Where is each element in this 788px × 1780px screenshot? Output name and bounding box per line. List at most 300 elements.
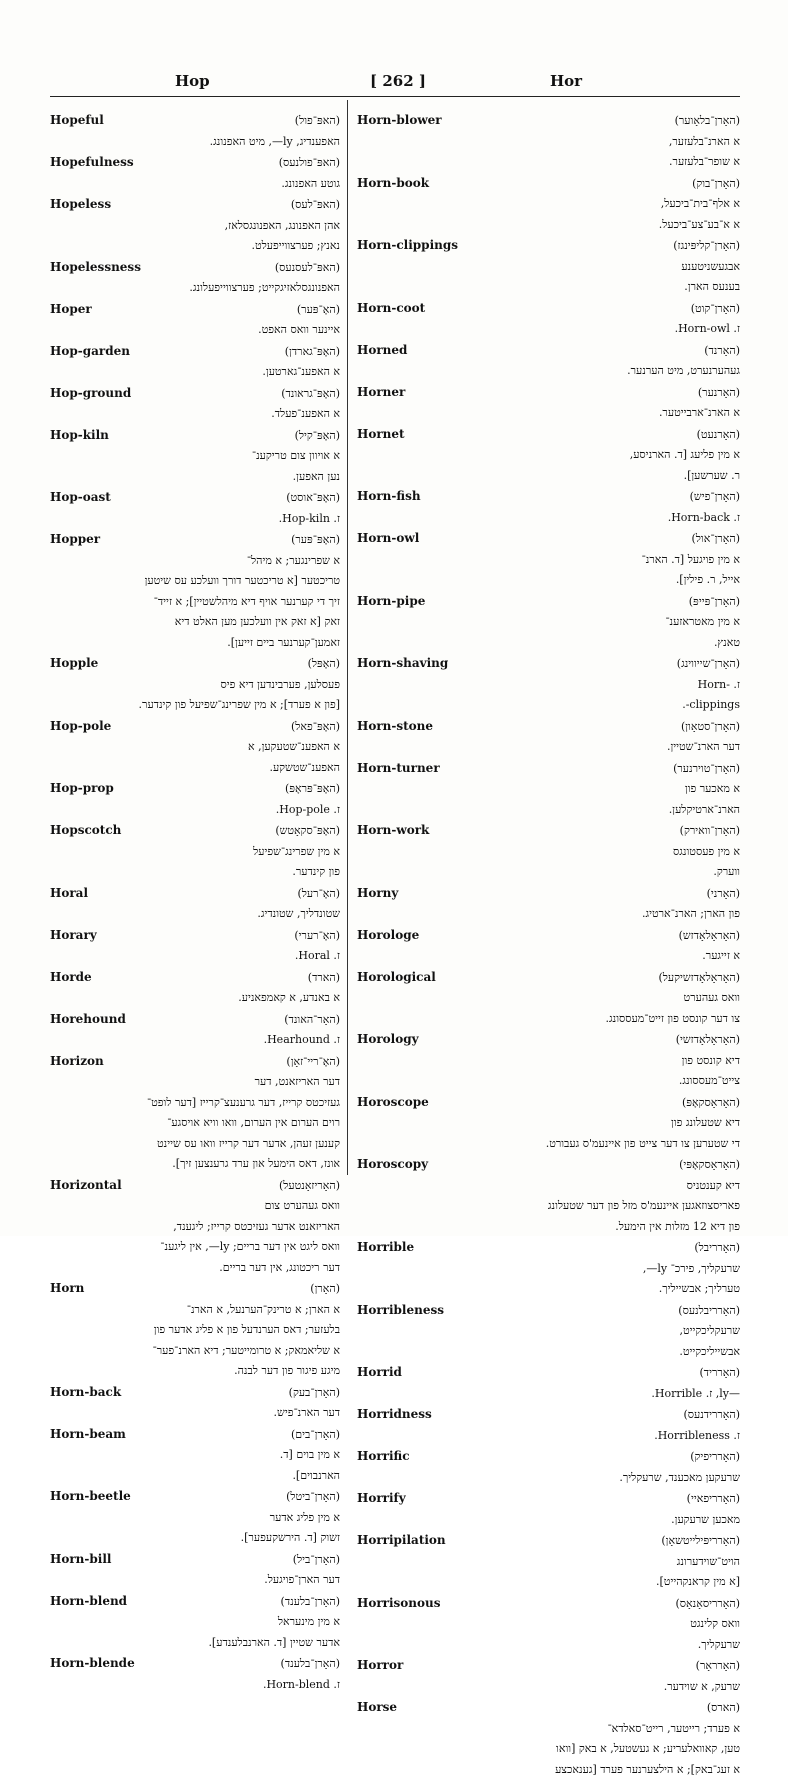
dictionary-entry (50, 529, 340, 653)
entry-head (50, 110, 340, 132)
definition-line: א מאכער פון (357, 779, 740, 800)
headword: Horripilation (357, 1530, 446, 1551)
entry-head (357, 1237, 740, 1259)
entry-head (50, 967, 340, 989)
dictionary-entry (357, 1362, 740, 1404)
pronunciation: (האָרריד) (700, 1363, 741, 1384)
entry-head (357, 1697, 740, 1719)
entry-head (50, 1653, 340, 1675)
headword: Hopple (50, 653, 98, 674)
definition-line: טען, קאוואלעריע; א געשטעל, א באק [וואו (357, 1739, 740, 1760)
dictionary-entry (357, 1404, 740, 1446)
headword: Hop-oast (50, 487, 111, 508)
headword: Horary (50, 925, 97, 946)
headword: Horrid (357, 1362, 402, 1383)
dictionary-entry (50, 152, 340, 194)
headword: Horn-work (357, 820, 429, 841)
definition-line: שרעקליך, פירכ־ ly—, (357, 1259, 740, 1280)
entry-head (357, 1362, 740, 1384)
entry-head (357, 1092, 740, 1114)
definition-line: ר. שערשען]. (357, 466, 740, 487)
definition-line: א פערד; רייטער, רייט־סאלדא־ (357, 1719, 740, 1740)
headword: Horehound (50, 1009, 126, 1030)
headword: Horny (357, 883, 398, 904)
definition-line: .Horrible .ז ,ly— (357, 1384, 740, 1405)
definition-line: וואס קלינגט (357, 1614, 740, 1635)
entry-head (357, 486, 740, 508)
entry-head (357, 925, 740, 947)
pronunciation: (האפּ־פול) (295, 111, 340, 132)
pronunciation: (האָפּ־פּער) (291, 530, 340, 551)
pronunciation: (האָרראָר) (696, 1656, 740, 1677)
entry-head (50, 1549, 340, 1571)
entry-head (357, 382, 740, 404)
headword: Horde (50, 967, 92, 988)
entry-head (50, 152, 340, 174)
definition-line: דער הארנ־פיש. (50, 1403, 340, 1424)
definition-line: .Horn-back .ז (357, 508, 740, 529)
headword: Horn-shaving (357, 653, 448, 674)
entry-head (357, 653, 740, 675)
entry-head (50, 1424, 340, 1446)
definition-line: .Horn-owl .ז (357, 319, 740, 340)
entry-head (357, 1530, 740, 1552)
entry-head (50, 778, 340, 800)
headword: Horizontal (50, 1175, 122, 1196)
definition-line: דער ריכטונג, אין דער בריים. (50, 1258, 340, 1279)
entry-head (50, 716, 340, 738)
dictionary-entry (357, 1593, 740, 1656)
definition-line: א מין פעסטונגס (357, 842, 740, 863)
definition-line: פון הארן; הארנ־ארטיג. (357, 904, 740, 925)
headword: Horn-blend (50, 1591, 127, 1612)
dictionary-entry (357, 340, 740, 382)
headword: Horn-coot (357, 298, 425, 319)
definition-line: שרעקליכקייט, (357, 1321, 740, 1342)
definition-line: [א מין קראנקהייט]. (357, 1572, 740, 1593)
headword: Horned (357, 340, 407, 361)
definition-line: נען האפען. (50, 467, 340, 488)
headword: Horn-beetle (50, 1486, 131, 1507)
definition-line: דער הארנ־שטיין. (357, 737, 740, 758)
headword: Hopefulness (50, 152, 134, 173)
definition-line: א שליאמאק; א טרומייטער; דיא הארנ־פער־ (50, 1341, 340, 1362)
definition-line: אהן האפנונג, האפנונגסלאז, (50, 216, 340, 237)
dictionary-entry (357, 1237, 740, 1300)
headword: Horology (357, 1029, 419, 1050)
pronunciation: (האָרן־קליפּינגז) (673, 236, 740, 257)
dictionary-entry (357, 173, 740, 236)
headword: Horologe (357, 925, 419, 946)
dictionary-entry (357, 235, 740, 298)
dictionary-entry (50, 967, 340, 1009)
definition-line: וואס געהערט צום (50, 1196, 340, 1217)
entry-head (50, 1382, 340, 1404)
dictionary-entry (357, 1029, 740, 1092)
entry-head (50, 1175, 340, 1197)
definition-line: .Horn-blend .ז (50, 1675, 340, 1696)
definition-line: פון דיא 12 מזלות אין הימעל. (357, 1217, 740, 1238)
definition-line: א אלף־בית־ביכעל, (357, 194, 740, 215)
dictionary-entry (50, 1653, 340, 1695)
pronunciation: (האָרריפּילייטשאָן) (661, 1531, 740, 1552)
pronunciation: (האפּ־פולנעס) (279, 153, 340, 174)
headword: Horoscopy (357, 1154, 428, 1175)
definition-line: וואס ליגט אין דער בריים; ly—, אין ליגענ־ (50, 1237, 340, 1258)
headword: Hopeless (50, 194, 111, 215)
dictionary-entry (50, 257, 340, 299)
definition-line: א האפענ־שטעקען, א (50, 737, 340, 758)
headword: Hop-kiln (50, 425, 109, 446)
pronunciation: (האָראָסקאָפּי) (679, 1155, 740, 1176)
pronunciation: (האָפּ־אוסט) (286, 488, 340, 509)
pronunciation: (האָרן־קוט) (691, 299, 740, 320)
headword: Horn-back (50, 1382, 121, 1403)
definition-line: א מין מאטראזענ־ (357, 612, 740, 633)
definition-line: אייל, ר. פילין]. (357, 570, 740, 591)
pronunciation: (האָרן־וואירק) (680, 821, 740, 842)
dictionary-entry (357, 1530, 740, 1593)
entry-head (357, 173, 740, 195)
headword: Horn (50, 1278, 84, 1299)
pronunciation: (האָרריבל) (694, 1238, 740, 1259)
entry-head (50, 425, 340, 447)
pronunciation: (האָרן־בלענד) (281, 1592, 340, 1613)
pronunciation: (האפּ־לעס) (291, 195, 340, 216)
headword: Hopeful (50, 110, 104, 131)
headword: Horizon (50, 1051, 104, 1072)
pronunciation: (האָרריפאיי) (687, 1489, 740, 1510)
headword: Horner (357, 382, 405, 403)
entry-head (50, 1278, 340, 1300)
dictionary-entry (357, 967, 740, 1030)
headword: Horridness (357, 1404, 432, 1425)
entry-head (50, 341, 340, 363)
dictionary-entry (50, 110, 340, 152)
dictionary-entry (50, 778, 340, 820)
entry-head (50, 820, 340, 842)
definition-line: אדער שטיין [ד. הארנבלענדע]. (50, 1633, 340, 1654)
definition-line: הויט־שוידערונג (357, 1552, 740, 1573)
definition-line: צייט־מעססונג. (357, 1071, 740, 1092)
pronunciation: (האָרנעט) (697, 425, 740, 446)
pronunciation: (האָראָלאָדזשיקעל) (658, 968, 740, 989)
headword: Horrify (357, 1488, 406, 1509)
definition-line: .Hop-pole .ז (50, 800, 340, 821)
definition-line: דיא שטעלונג פון (357, 1113, 740, 1134)
dictionary-entry (50, 820, 340, 883)
pronunciation: (האָרן־בוק) (692, 174, 740, 195)
headword: Horrific (357, 1446, 410, 1467)
definition-line: געהערנערט, מיט הערנער. (357, 361, 740, 382)
definition-line: שטונדליך, שטונדיג. (50, 904, 340, 925)
pronunciation: (האָפּ־גארדן) (285, 342, 340, 363)
definition-line: האפענדיג, ly—, מיט האפנונג. (50, 132, 340, 153)
headword: Horn-bill (50, 1549, 111, 1570)
pronunciation: (האָרן־אול) (692, 529, 741, 550)
headword: Hoper (50, 299, 92, 320)
entry-head (357, 883, 740, 905)
entry-head (357, 235, 740, 257)
dictionary-entry (50, 1175, 340, 1279)
definition-line: טאנץ. (357, 633, 740, 654)
definition-line: האריזאנט אדער געזיכטס קרייז; ליגענד, (50, 1217, 340, 1238)
entry-head (50, 1051, 340, 1073)
definition-line: וואס געהערט (357, 988, 740, 1009)
entry-head (357, 820, 740, 842)
definition-line: [פון א פערד]; א מין שפרינג־שפיעל פון קינדער. (50, 695, 340, 716)
entry-head (357, 1593, 740, 1615)
entry-head (357, 591, 740, 613)
entry-head (50, 1009, 340, 1031)
definition-line: א זייגער. (357, 946, 740, 967)
dictionary-entry (357, 758, 740, 821)
dictionary-entry (50, 883, 340, 925)
definition-line: אונז, דאס הימעל און ערד גרענצען זיך]. (50, 1154, 340, 1175)
definition-line: שרעקליך. (357, 1635, 740, 1656)
definition-line: א מין פויגעל [ד. הארנ־ (357, 550, 740, 571)
dictionary-entry (50, 1382, 340, 1424)
definition-line: איינער וואס האפט. (50, 320, 340, 341)
dictionary-entry (50, 487, 340, 529)
entry-head (357, 424, 740, 446)
definition-line: זאק [א זאק אין וועלכען מען האלט דיא (50, 612, 340, 633)
pronunciation: (האָרנד) (704, 341, 740, 362)
dictionary-entry (50, 194, 340, 257)
headword: Horn-pipe (357, 591, 425, 612)
page-number: [ 262 ] (370, 72, 426, 90)
pronunciation: (האָרן־שייווינג) (677, 654, 740, 675)
entry-head (50, 383, 340, 405)
headword: Horse (357, 1697, 397, 1718)
dictionary-entry (50, 341, 340, 383)
pronunciation: (האָרריפיק) (690, 1447, 740, 1468)
headword: Horror (357, 1655, 403, 1676)
pronunciation: (האָרן־פּייפּ) (689, 592, 740, 613)
definition-line: א אויוון צום טריקענ־ (50, 446, 340, 467)
definition-line: געזיכטס קרייז, דער גרענעצ־קרייז [דער לופט־ (50, 1093, 340, 1114)
definition-line: א שפרינגער; א מיהל־ (50, 551, 340, 572)
definition-line: צו דער קונסט פון זייט־מעססונג. (357, 1009, 740, 1030)
definition-line: בענעס הארן. (357, 277, 740, 298)
definition-line: פעסלען, פערבינדען דיא פיס (50, 675, 340, 696)
definition-line: די שטערען צו דער צייט פון איינעמ'ס געבורט. (357, 1134, 740, 1155)
headword: Hop-ground (50, 383, 131, 404)
pronunciation: (האָרן־בלענד) (281, 1654, 340, 1675)
definition-line: א מין בוים [ד. (50, 1445, 340, 1466)
dictionary-entry (50, 653, 340, 716)
dictionary-entry (357, 1154, 740, 1237)
definition-line: נאנץ; פערצווייפעלט. (50, 236, 340, 257)
headword: Hopelessness (50, 257, 141, 278)
entry-head (357, 1488, 740, 1510)
dictionary-entry (50, 1278, 340, 1382)
dictionary-entry (50, 1549, 340, 1591)
headword: Hop-pole (50, 716, 111, 737)
definition-line: זיך די קערנער אויף דיא מיהלשטיין]; א זייד־ (50, 592, 340, 613)
column-divider (347, 100, 348, 1175)
left-column (50, 110, 340, 1175)
dictionary-entry (357, 424, 740, 487)
headword: Hop-garden (50, 341, 130, 362)
entry-head (50, 299, 340, 321)
pronunciation: (האָרן־בים) (291, 1425, 340, 1446)
dictionary-entry (357, 1488, 740, 1530)
pronunciation: (האָר־האונד) (284, 1010, 340, 1031)
entry-head (357, 1154, 740, 1176)
definition-line: דיא קונסט פון (357, 1051, 740, 1072)
pronunciation: (האָפּ־פאל) (291, 717, 340, 738)
definition-line: א האפענ־פעלד. (50, 404, 340, 425)
definition-line: ווערק. (357, 862, 740, 883)
definition-line: .Horal .ז (50, 946, 340, 967)
pronunciation: (האָפּ־גראונד) (281, 384, 340, 405)
pronunciation: (האָ־ריי־זאָן) (286, 1052, 340, 1073)
dictionary-entry (357, 925, 740, 967)
pronunciation: (האָרן־ביל) (293, 1550, 340, 1571)
pronunciation: (האפּ־לעסנעס) (275, 258, 340, 279)
definition-line: שרעק, א שוידער. (357, 1677, 740, 1698)
entry-head (357, 1029, 740, 1051)
entry-head (50, 883, 340, 905)
dictionary-entry (50, 1486, 340, 1549)
pronunciation: (האָרן־סטאָון) (681, 717, 740, 738)
pronunciation: (האָ־רעל) (298, 884, 341, 905)
pronunciation: (האָרן־פיש) (690, 487, 740, 508)
entry-head (357, 298, 740, 320)
definition-line: מיגע פיגור פון דער לבנה. (50, 1361, 340, 1382)
definition-line: א הארנ־ארבייטער. (357, 403, 740, 424)
entry-head (357, 1446, 740, 1468)
headword: Horribleness (357, 1300, 444, 1321)
entry-head (357, 340, 740, 362)
pronunciation: (האָרן) (310, 1279, 340, 1300)
dictionary-entry (357, 528, 740, 591)
definition-line: הארנבוים]. (50, 1466, 340, 1487)
definition-line: א הארנ־בלעזער, (357, 132, 740, 153)
dictionary-entry (357, 883, 740, 925)
pronunciation: (האָ־פּער) (297, 300, 340, 321)
headword: Hopper (50, 529, 100, 550)
definition-line: שרעקען מאכענד, שרעקליך. (357, 1468, 740, 1489)
dictionary-entry (50, 1591, 340, 1654)
dictionary-entry (357, 1300, 740, 1363)
definition-line: פאריסצוזאגען איינעמ'ס מזל פון דער שטעלונג (357, 1196, 740, 1217)
dictionary-entry (357, 1655, 740, 1697)
definition-line: דיא קענטניס (357, 1176, 740, 1197)
definition-line: א שופר־בלעזער. (357, 152, 740, 173)
dictionary-entry (50, 383, 340, 425)
dictionary-entry (357, 591, 740, 654)
dictionary-entry (357, 486, 740, 528)
definition-line: האפענ־שטשקע. (50, 758, 340, 779)
definition-line: אבגעשניטענע (357, 257, 740, 278)
pronunciation: (האָרן־ביטל) (286, 1487, 340, 1508)
dictionary-entry (50, 925, 340, 967)
right-column (357, 110, 740, 1175)
headword: Hornet (357, 424, 405, 445)
headword: Horn-turner (357, 758, 440, 779)
entry-head (50, 487, 340, 509)
definition-line: א הארן; א טרינק־הערנעל, א הארנ־ (50, 1300, 340, 1321)
left-guide-word: Hop (175, 72, 210, 90)
pronunciation: (האָריזאָנטעל) (279, 1176, 340, 1197)
dictionary-entry (50, 1051, 340, 1175)
headword: Horoscope (357, 1092, 429, 1113)
pronunciation: (האָררידנעס) (683, 1405, 740, 1426)
dictionary-entry (357, 716, 740, 758)
headword: Horn-fish (357, 486, 421, 507)
headword: Hopscotch (50, 820, 121, 841)
headword: Horn-blende (50, 1653, 135, 1674)
definition-line: האפנונגסלאזיגקייט; פערצווייפעלונג. (50, 278, 340, 299)
definition-line: א מין פליג אדער (50, 1508, 340, 1529)
entry-head (50, 653, 340, 675)
definition-line: הארנ־ארטיקלען. (357, 800, 740, 821)
definition-line: טערליך; אבשייליך. (357, 1279, 740, 1300)
definition-line: רוים הערום אין הערום, וואו וויא אויסגע־ (50, 1113, 340, 1134)
definition-line: א מין שפרינג־שפיעל (50, 842, 340, 863)
entry-head (50, 925, 340, 947)
definition-line: א מין מינעראל (50, 1612, 340, 1633)
dictionary-entry (357, 110, 740, 173)
definition-line: אבשייליכקייט. (357, 1342, 740, 1363)
definition-line: א מין פליעג [ד. הארניסע, (357, 445, 740, 466)
pronunciation: (האָראָלאָדזשי) (676, 1030, 740, 1051)
pronunciation: (הארד) (308, 968, 340, 989)
pronunciation: (האָרריבלנעס) (678, 1301, 740, 1322)
definition-line: בלעזער; דאס הערנדעל פון א פליג אדער פון (50, 1320, 340, 1341)
headword: Horrisonous (357, 1593, 441, 1614)
pronunciation: (האָפּ־פּראָפּ) (285, 779, 340, 800)
page-header (50, 72, 740, 97)
entry-head (50, 1591, 340, 1613)
definition-line: דער האריזאנט, דער (50, 1072, 340, 1093)
definition-line: טריכטער [א טריכטער דורך וועלכע עס שיטען (50, 571, 340, 592)
pronunciation: (האָ־רערי) (294, 926, 340, 947)
pronunciation: (האָרני) (707, 884, 740, 905)
definition-line: מאכען שרעקען. (357, 1510, 740, 1531)
entry-head (50, 257, 340, 279)
definition-line: א באנדע, א קאמפאניע. (50, 988, 340, 1009)
entry-head (357, 1655, 740, 1677)
dictionary-entry (357, 1092, 740, 1155)
entry-head (357, 758, 740, 780)
dictionary-entry (357, 820, 740, 883)
dictionary-entry (357, 1697, 740, 1780)
definition-line: .Hearhound .ז (50, 1030, 340, 1051)
definition-line: א זעג־באק]; א הילצערנער פערד [גענאכצע (357, 1760, 740, 1780)
entry-head (357, 1300, 740, 1322)
entry-head (50, 529, 340, 551)
headword: Horological (357, 967, 436, 988)
pronunciation: (האָפּ־סקאָטש) (275, 821, 340, 842)
entry-head (50, 194, 340, 216)
entry-head (357, 716, 740, 738)
pronunciation: (האָרן־טוירנער) (673, 759, 740, 780)
definition-line: דער הארן־פויגעל. (50, 1570, 340, 1591)
pronunciation: (האָפּ־קיל) (295, 426, 340, 447)
right-guide-word: Hor (550, 72, 582, 90)
definition-line: גוטע האפנונג. (50, 174, 340, 195)
definition-line: קענען זעהן, אדער דער קרייז וואו עס שיינט (50, 1134, 340, 1155)
headword: Horn-owl (357, 528, 419, 549)
dictionary-entry (357, 653, 740, 716)
headword: Horn-stone (357, 716, 433, 737)
entry-head (357, 528, 740, 550)
dictionary-entry (50, 1009, 340, 1051)
dictionary-entry (50, 716, 340, 779)
